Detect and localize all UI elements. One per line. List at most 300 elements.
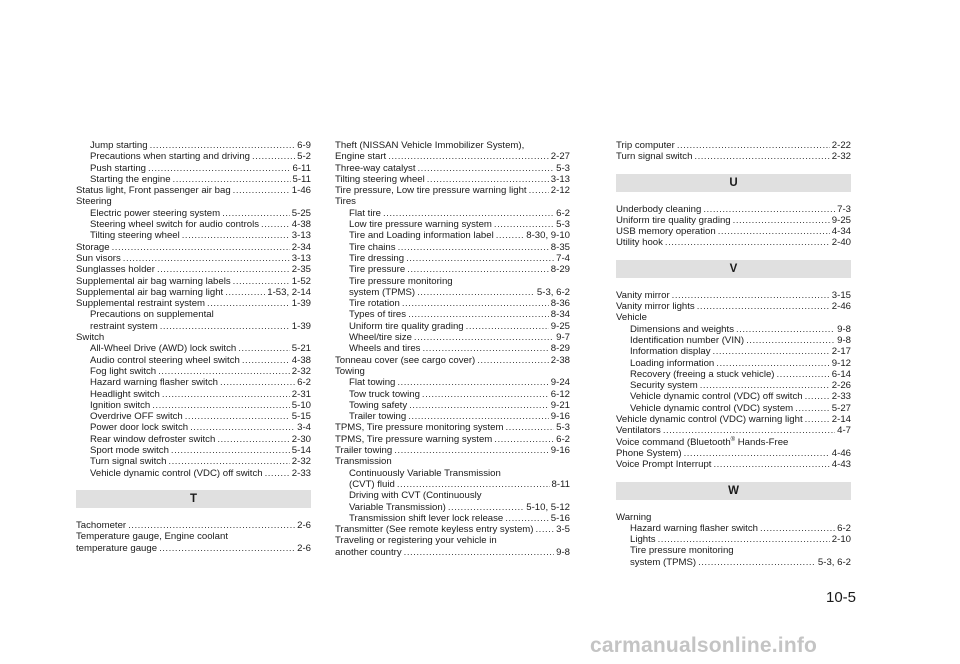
leader-dots [694, 151, 829, 162]
index-entry [335, 185, 570, 196]
leader-dots [417, 287, 535, 298]
section-letter: T [76, 490, 311, 508]
index-entry [616, 369, 851, 380]
entry-page-ref: 3-13 [550, 173, 570, 185]
leader-dots [703, 204, 835, 215]
leader-dots [418, 163, 555, 174]
leader-dots [697, 301, 830, 312]
entry-page-ref: 4-38 [291, 354, 311, 366]
entry-text: Hazard warning flasher switch [630, 522, 758, 534]
leader-dots [409, 400, 549, 411]
leader-dots [663, 425, 835, 436]
entry-page-ref: 2-6 [297, 542, 311, 554]
entry-page-ref: 6-2 [297, 377, 311, 389]
index-entry [335, 389, 570, 400]
index-entry [335, 445, 570, 456]
entry-page-ref: 2-31 [291, 388, 311, 400]
entry-page-ref: 7-3 [837, 203, 851, 215]
leader-dots [466, 321, 549, 332]
entry-page-ref: 4-34 [831, 226, 851, 238]
entry-page-ref: 9-25 [550, 320, 570, 332]
index-entry [76, 264, 311, 275]
index-entry [335, 321, 570, 332]
entry-page-ref: 7-4 [556, 252, 570, 264]
index-entry [616, 459, 851, 470]
index-entry [335, 502, 570, 513]
index-entry [616, 523, 851, 534]
index-entry [616, 512, 851, 523]
entry-text: Transmission shift lever lock release [349, 512, 504, 524]
index-entry [76, 366, 311, 377]
leader-dots [150, 140, 296, 151]
section-letter: W [616, 482, 851, 500]
index-entry [335, 513, 570, 524]
entry-text: temperature gauge [76, 542, 158, 554]
entry-page-ref: 9-8 [556, 546, 570, 558]
entry-text: Tire chains [349, 241, 396, 253]
entry-page-ref: 8-34 [550, 309, 570, 321]
index-entry [335, 490, 570, 501]
leader-dots [157, 264, 290, 275]
index-entry [616, 140, 851, 151]
index-entry [76, 531, 311, 542]
leader-dots [448, 502, 524, 513]
index-entry [335, 151, 570, 162]
entry-text: (CVT) fluid [349, 478, 395, 490]
entry-page-ref: 2-26 [831, 380, 851, 392]
entry-text: Theft (NISSAN Vehicle Immobilizer System), [335, 140, 525, 151]
leader-dots [388, 151, 549, 162]
index-entry [76, 287, 311, 298]
leader-dots [123, 253, 290, 264]
index-entry [335, 377, 570, 388]
index-entry [76, 185, 311, 196]
entry-text: Loading information [630, 357, 715, 369]
entry-page-ref: 5-27 [831, 402, 851, 414]
entry-page-ref: 6-14 [831, 368, 851, 380]
leader-dots [529, 185, 549, 196]
leader-dots [700, 380, 830, 391]
entry-text: Turn signal switch [616, 151, 693, 163]
entry-text: Trailer towing [335, 445, 393, 457]
leader-dots [698, 557, 816, 568]
leader-dots [665, 237, 830, 248]
leader-dots [128, 520, 295, 531]
index-entry [76, 456, 311, 467]
leader-dots [713, 346, 830, 357]
index-entry [616, 545, 851, 556]
entry-page-ref: 8-11 [551, 478, 570, 490]
leader-dots [746, 335, 835, 346]
leader-dots [736, 324, 835, 335]
leader-dots [477, 355, 549, 366]
entry-page-ref: 5-2 [297, 151, 311, 163]
entry-text: Turn signal switch [90, 456, 167, 468]
section-letter: U [616, 174, 851, 192]
entry-page-ref: 4-43 [831, 459, 851, 471]
entry-page-ref: 5-25 [291, 207, 311, 219]
index-entry [616, 204, 851, 215]
entry-text: Variable Transmission) [349, 501, 446, 513]
leader-dots [408, 411, 549, 422]
leader-dots [777, 369, 830, 380]
entry-page-ref: 9-8 [837, 323, 851, 335]
entry-text: Audio control steering wheel switch [90, 354, 240, 366]
entry-text: Precautions on supplemental [90, 309, 214, 321]
index-entry [616, 414, 851, 425]
entry-text: Tilting steering wheel [90, 230, 180, 242]
entry-text: Underbody cleaning [616, 203, 702, 215]
entry-text: USB memory operation [616, 226, 716, 238]
entry-text: system (TPMS) [630, 556, 697, 568]
entry-page-ref: 9-12 [831, 357, 851, 369]
index-entry [335, 287, 570, 298]
entry-page-ref: 2-38 [550, 354, 570, 366]
entry-page-ref: 1-39 [291, 320, 311, 332]
entry-text: Transmission [335, 456, 392, 468]
index-entry [335, 253, 570, 264]
entry-text: Information display [630, 346, 711, 358]
leader-dots [718, 226, 830, 237]
entry-text: Tire pressure, Low tire pressure warning light [335, 185, 527, 197]
entry-page-ref: 9-16 [550, 411, 570, 423]
entry-page-ref: 5-21 [291, 343, 311, 355]
index-entry [76, 543, 311, 554]
entry-text: All-Wheel Drive (AWD) lock switch [90, 343, 237, 355]
index-entry [76, 163, 311, 174]
entry-page-ref: 8-36 [550, 298, 570, 310]
leader-dots [760, 523, 835, 534]
entry-page-ref: 6-2 [556, 207, 570, 219]
entry-page-ref: 6-11 [292, 162, 311, 174]
index-entry [76, 276, 311, 287]
entry-page-ref: 8-30, 9-10 [526, 230, 570, 242]
index-entry [335, 230, 570, 241]
entry-text: Jump starting [90, 140, 148, 151]
leader-dots [225, 287, 265, 298]
index-entry [76, 151, 311, 162]
index-entry [616, 391, 851, 402]
index-entry [76, 196, 311, 207]
entry-text: Traveling or registering your vehicle in [335, 535, 497, 547]
leader-dots [168, 456, 289, 467]
index-entry [616, 403, 851, 414]
leader-dots [496, 230, 525, 241]
index-entry [76, 422, 311, 433]
entry-text: Switch [76, 332, 105, 344]
index-entry [616, 215, 851, 226]
index-entry [76, 445, 311, 456]
leader-dots [190, 422, 295, 433]
index-entry [76, 321, 311, 332]
index-entry [335, 264, 570, 275]
entry-page-ref: 1-46 [291, 185, 311, 197]
index-entry [335, 309, 570, 320]
entry-text: Identification number (VIN) [630, 334, 745, 346]
entry-text: Flat towing [349, 377, 396, 389]
index-entry [335, 456, 570, 467]
leader-dots [383, 208, 554, 219]
entry-page-ref: 6-9 [297, 140, 311, 151]
leader-dots [536, 524, 555, 535]
index-entry [76, 377, 311, 388]
entry-page-ref: 9-7 [556, 332, 570, 344]
leader-dots [805, 414, 830, 425]
entry-text: Utility hook [616, 237, 663, 249]
leader-dots [159, 543, 295, 554]
entry-page-ref: 3-13 [291, 230, 311, 242]
entry-text: Trailer towing [349, 411, 407, 423]
index-entry [616, 301, 851, 312]
entry-text: Continuously Variable Transmission [349, 467, 501, 479]
index-entry [76, 400, 311, 411]
entry-page-ref: 9-24 [550, 377, 570, 389]
leader-dots [398, 242, 549, 253]
entry-text: Vehicle [616, 312, 647, 324]
leader-dots [242, 355, 290, 366]
index-entry [616, 312, 851, 323]
entry-page-ref: 6-2 [837, 522, 851, 534]
entry-page-ref: 5-14 [291, 445, 311, 457]
index-entry [616, 324, 851, 335]
leader-dots [173, 174, 291, 185]
entry-page-ref: 6-2 [556, 433, 570, 445]
leader-dots [238, 343, 290, 354]
index-entry [76, 140, 311, 151]
entry-text: another country [335, 546, 402, 558]
index-entry [76, 434, 311, 445]
entry-page-ref: 2-12 [550, 185, 570, 197]
leader-dots [252, 151, 295, 162]
entry-text: Electric power steering system [90, 207, 221, 219]
index-entry [335, 366, 570, 377]
leader-dots [407, 264, 549, 275]
leader-dots [220, 377, 295, 388]
entry-text: Storage [76, 241, 110, 253]
index-entry [76, 242, 311, 253]
entry-page-ref: 1-39 [291, 298, 311, 310]
entry-text: Tires [335, 196, 356, 208]
index-column-1 [76, 140, 311, 554]
entry-page-ref: 2-10 [831, 534, 851, 546]
index-entry [335, 343, 570, 354]
index-entry [335, 468, 570, 479]
index-entry [335, 355, 570, 366]
entry-text: Tire pressure monitoring [349, 275, 453, 287]
entry-page-ref: 3-13 [291, 252, 311, 264]
leader-dots [805, 391, 830, 402]
index-entry [76, 355, 311, 366]
index-entry [335, 196, 570, 207]
entry-page-ref: 2-33 [831, 391, 851, 403]
entry-text: Supplemental restraint system [76, 298, 206, 310]
leader-dots [505, 513, 549, 524]
entry-text: Towing safety [349, 399, 408, 411]
entry-page-ref: 5-16 [550, 512, 570, 524]
entry-text: Driving with CVT (Continuously [349, 490, 482, 502]
leader-dots [394, 445, 549, 456]
leader-dots [713, 459, 829, 470]
index-entry [76, 520, 311, 531]
entry-page-ref: 3-4 [297, 422, 311, 434]
entry-page-ref: 2-22 [831, 140, 851, 151]
entry-text: Low tire pressure warning system [349, 219, 492, 231]
entry-page-ref: 8-29 [550, 264, 570, 276]
entry-text: Vehicle dynamic control (VDC) system [630, 402, 794, 414]
entry-text: Transmitter (See remote keyless entry system) [335, 524, 534, 536]
entry-text: Ignition switch [90, 399, 151, 411]
page-number: 10-5 [826, 589, 857, 606]
entry-text: Uniform tire quality grading [616, 214, 731, 226]
index-entry [616, 290, 851, 301]
leader-dots [397, 479, 550, 490]
index-entry [335, 174, 570, 185]
index-entry [335, 400, 570, 411]
index-entry [616, 151, 851, 162]
entry-text: Vanity mirror lights [616, 301, 695, 313]
entry-text: Headlight switch [90, 388, 160, 400]
leader-dots [404, 547, 554, 558]
site-watermark: carmanualsonline.info [590, 634, 818, 657]
entry-text: Voice Prompt Interrupt [616, 459, 712, 471]
section-letter: V [616, 260, 851, 278]
entry-text: Wheels and tires [349, 343, 421, 355]
index-entry [335, 140, 570, 151]
leader-dots [402, 298, 549, 309]
leader-dots [152, 400, 290, 411]
entry-page-ref: 5-3, 6-2 [536, 286, 570, 298]
entry-text: Precautions when starting and driving [90, 151, 250, 163]
leader-dots [182, 230, 290, 241]
index-entry [616, 534, 851, 545]
entry-text: Push starting [90, 162, 146, 174]
leader-dots [505, 422, 554, 433]
entry-page-ref: 5-3 [556, 219, 570, 231]
index-entry [335, 535, 570, 546]
entry-page-ref: 2-33 [291, 467, 311, 479]
index-entry [616, 380, 851, 391]
index-entry [335, 332, 570, 343]
entry-text: Overdrive OFF switch [90, 411, 183, 423]
entry-text: Trip computer [616, 140, 675, 151]
leader-dots [171, 445, 290, 456]
entry-page-ref: 2-32 [291, 456, 311, 468]
entry-text: Sport mode switch [90, 445, 169, 457]
entry-page-ref: 9-25 [831, 214, 851, 226]
entry-text: Phone System) [616, 447, 682, 459]
index-entry [76, 468, 311, 479]
entry-text: Voice command (Bluetooth® Hands-Free [616, 436, 789, 448]
entry-text: Supplemental air bag warning light [76, 286, 224, 298]
entry-page-ref: 2-17 [831, 346, 851, 358]
index-entry [76, 332, 311, 343]
index-entry [76, 219, 311, 230]
entry-text: Three-way catalyst [335, 162, 416, 174]
entry-text: Vehicle dynamic control (VDC) off switch [630, 391, 803, 403]
index-entry [335, 242, 570, 253]
leader-dots [233, 185, 290, 196]
leader-dots [733, 215, 830, 226]
entry-page-ref: 3-15 [831, 289, 851, 301]
entry-text: Fog light switch [90, 365, 157, 377]
entry-page-ref: 2-27 [550, 151, 570, 163]
index-entry [76, 253, 311, 264]
leader-dots [414, 332, 554, 343]
leader-dots [158, 366, 290, 377]
entry-text: restraint system [90, 320, 158, 332]
entry-page-ref: 5-10, 5-12 [526, 501, 570, 513]
index-entry [616, 437, 851, 448]
entry-page-ref: 5-3 [556, 422, 570, 434]
entry-text: Vehicle dynamic control (VDC) off switch [90, 467, 263, 479]
entry-text: Temperature gauge, Engine coolant [76, 531, 229, 543]
entry-text: Sun visors [76, 252, 121, 264]
entry-page-ref: 5-10 [291, 399, 311, 411]
leader-dots [422, 389, 549, 400]
index-entry [616, 335, 851, 346]
index-entry [616, 358, 851, 369]
index-entry [76, 174, 311, 185]
leader-dots [672, 290, 830, 301]
index-entry [616, 346, 851, 357]
leader-dots [217, 434, 289, 445]
entry-page-ref: 9-8 [837, 334, 851, 346]
entry-text: Tilting steering wheel [335, 173, 425, 185]
entry-text: Tire pressure monitoring [630, 545, 734, 557]
entry-text: Tonneau cover (see cargo cover) [335, 354, 476, 366]
index-entry [616, 226, 851, 237]
entry-text: Vanity mirror [616, 289, 670, 301]
leader-dots [222, 208, 290, 219]
index-entry [335, 163, 570, 174]
entry-text: Power door lock switch [90, 422, 189, 434]
entry-text: Hazard warning flasher switch [90, 377, 218, 389]
index-entry [616, 448, 851, 459]
entry-page-ref: 9-21 [550, 399, 570, 411]
index-entry [335, 479, 570, 490]
entry-page-ref: 8-35 [550, 241, 570, 253]
entry-page-ref: 2-32 [831, 151, 851, 163]
entry-page-ref: 5-15 [291, 411, 311, 423]
entry-text: system (TPMS) [349, 286, 416, 298]
entry-page-ref: 1-52 [291, 275, 311, 287]
index-entry [335, 298, 570, 309]
index-entry [76, 411, 311, 422]
leader-dots [162, 389, 290, 400]
leader-dots [658, 534, 830, 545]
index-entry [335, 276, 570, 287]
index-entry [616, 557, 851, 568]
entry-text: Vehicle dynamic control (VDC) warning light [616, 414, 803, 426]
leader-dots [716, 358, 830, 369]
entry-page-ref: 9-16 [550, 445, 570, 457]
index-entry [335, 422, 570, 433]
leader-dots [397, 377, 548, 388]
entry-page-ref: 1-53, 2-14 [267, 286, 311, 298]
entry-page-ref: 2-40 [831, 237, 851, 249]
entry-text: Tire rotation [349, 298, 400, 310]
entry-text: Engine start [335, 151, 387, 163]
entry-text: Steering [76, 196, 112, 208]
entry-page-ref: 2-14 [831, 414, 851, 426]
index-entry [335, 434, 570, 445]
entry-text: Tire pressure [349, 264, 406, 276]
leader-dots [494, 434, 554, 445]
entry-text: TPMS, Tire pressure monitoring system [335, 422, 504, 434]
entry-page-ref: 3-5 [556, 524, 570, 536]
index-column-3 [616, 140, 851, 568]
entry-text: Security system [630, 380, 698, 392]
